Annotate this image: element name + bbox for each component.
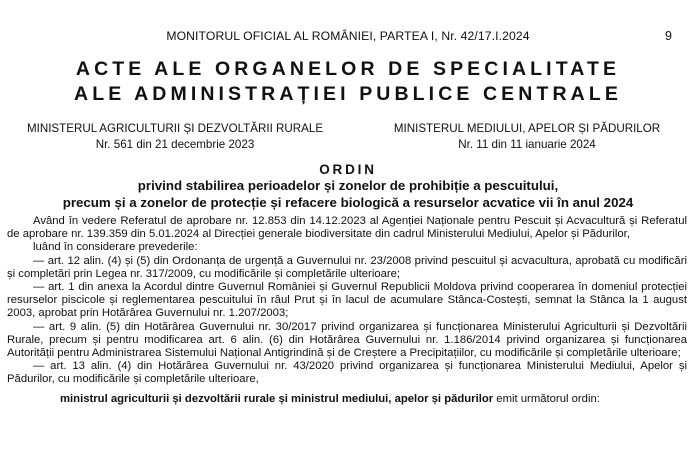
issuer-right-name: MINISTERUL MEDIULUI, APELOR ȘI PĂDURILOR (393, 122, 661, 135)
section-title-line-2: ALE ADMINISTRAȚIEI PUBLICE CENTRALE (74, 83, 622, 105)
closing-issuers: ministrul agriculturii și dezvoltării rurale și ministrul mediului, apelor și pădurilor (60, 392, 494, 405)
issuer-right-number: Nr. 11 din 11 ianuarie 2024 (458, 138, 596, 151)
body-paragraph-acord-moldova: — art. 1 din anexa la Acordul dintre Guvernul României și Guvernul Republicii Moldova privind cooperarea în domeniul protecției resurselor piscicole și reglementarea pescuitului în râul Prut și în lacul de acumulare Stânca-Costești, semnat la Stânca la 1 august 2003, aprobat prin Hotărârea Guvernului nr. 1.207/2003; (7, 281, 687, 320)
body-paragraph-intro: luând în considerare prevederile: (33, 241, 198, 254)
running-header: MONITORUL OFICIAL AL ROMÂNIEI, PARTEA I, Nr. 42/17.I.2024 (166, 29, 530, 43)
body-paragraph-hg-43-2020: — art. 13 alin. (4) din Hotărârea Guvernului nr. 43/2020 privind organizarea și funcționarea Ministerului Mediului, Apelor și Pădurilor, cu modificările și completările ulterioare, (7, 360, 687, 386)
body-paragraph-hg-30-2017: — art. 9 alin. (5) din Hotărârea Guvernului nr. 30/2017 privind organizarea și funcționarea Ministerului Agriculturii și Dezvoltării Rurale, precum și pentru modificarea art. 6 alin. (6) din Hotărârea Guvernului nr. 1.186/2014 privind organizarea și funcționarea Autorității pentru Administrarea Sistemului Național Antigrindină și de Creștere a Precipitațiilor, cu modificările și completările ulterioare; (7, 320, 687, 360)
document-type: ORDIN (319, 162, 377, 177)
document-subject-line-1: privind stabilirea perioadelor și zonelor de prohibiție a pescuitului, (137, 178, 559, 193)
issuer-left-name: MINISTERUL AGRICULTURII ȘI DEZVOLTĂRII RURALE (26, 122, 324, 135)
page-number: 9 (665, 29, 672, 43)
body-paragraph-oug-23-2008: — art. 12 alin. (4) și (5) din Ordonanța de urgență a Guvernului nr. 23/2008 privind pescuitul și acvacultura, aprobată cu modificări și completări prin Legea nr. 317/2009, cu modificările și completările ulterioare; (7, 254, 687, 280)
issuer-right (362, 121, 692, 153)
document-subject (0, 178, 696, 211)
body-closing-formula (7, 393, 687, 406)
section-title-line-1: ACTE ALE ORGANELOR DE SPECIALITATE (75, 58, 621, 80)
issuer-left (10, 121, 340, 153)
document-body (7, 215, 687, 406)
issuer-left-number: Nr. 561 din 21 decembrie 2023 (95, 138, 255, 151)
document-subject-line-2: precum și a zonelor de protecție și refacere biologică a resurselor acvatice vii în anul 2024 (62, 194, 634, 210)
body-paragraph-referate: Având în vedere Referatul de aprobare nr. 12.853 din 14.12.2023 al Agenției Naționale pentru Pescuit și Acvacultură și Referatul de aprobare nr. 139.359 din 5.01.2024 al Direcției generale biodiversitate din cadrul Ministerului Mediului, Apelor și Pădurilor, (7, 215, 687, 241)
closing-action: emit următorul ordin: (493, 392, 600, 405)
